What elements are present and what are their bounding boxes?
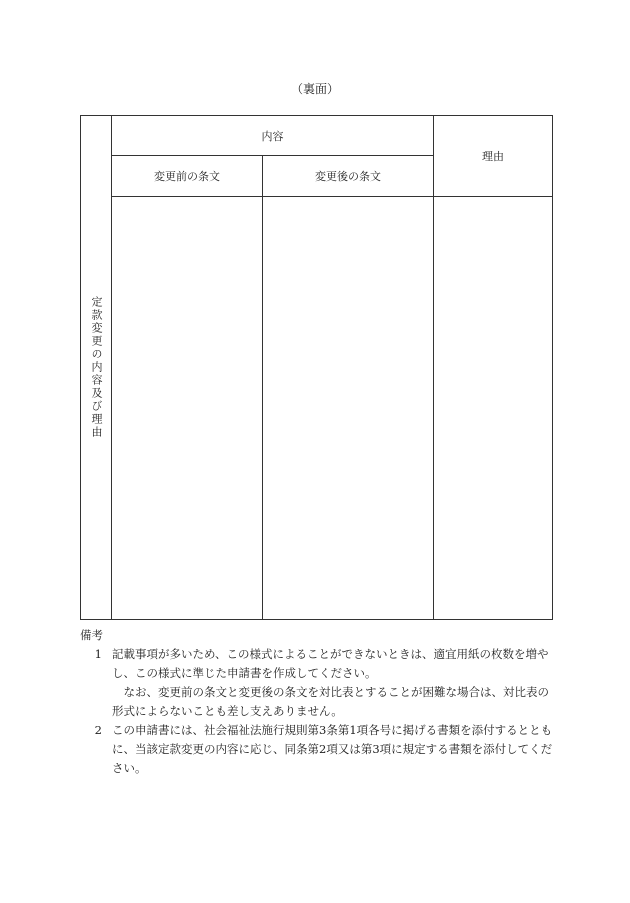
after-clause-cell[interactable]	[263, 197, 434, 620]
content-header: 内容	[112, 116, 434, 156]
after-clause-header: 変更後の条文	[263, 156, 434, 197]
note-item	[80, 721, 554, 778]
side-label: 定款変更の内容及び理由	[90, 296, 103, 439]
notes-section	[80, 626, 554, 778]
reason-cell[interactable]	[434, 197, 553, 620]
reason-header: 理由	[434, 116, 553, 197]
note-text: この申請書には、社会福祉法施行規則第3条第1項各号に掲げる書類を添付するとともに、当該定款変更の内容に応じ、同条第2項又は第3項に規定する書類を添付してください。	[112, 723, 553, 775]
note-text: 記載事項が多いため、この様式によることができないときは、適宜用紙の枚数を増やし、この様式に準じた申請書を作成してください。	[112, 647, 549, 680]
note-number: 2	[94, 723, 102, 737]
amendment-form-table	[80, 115, 553, 620]
note-number: 1	[94, 647, 102, 661]
note-item	[80, 645, 554, 721]
before-clause-header: 変更前の条文	[112, 156, 263, 197]
notes-heading: 備考	[80, 628, 103, 642]
page-title: （裏面）	[290, 82, 339, 96]
note-subtext: なお、変更前の条文と変更後の条文を対比表とすることが困難な場合は、対比表の形式によらないことも差し支えありません。	[112, 685, 549, 718]
before-clause-cell[interactable]	[112, 197, 263, 620]
side-label-cell	[81, 116, 112, 620]
